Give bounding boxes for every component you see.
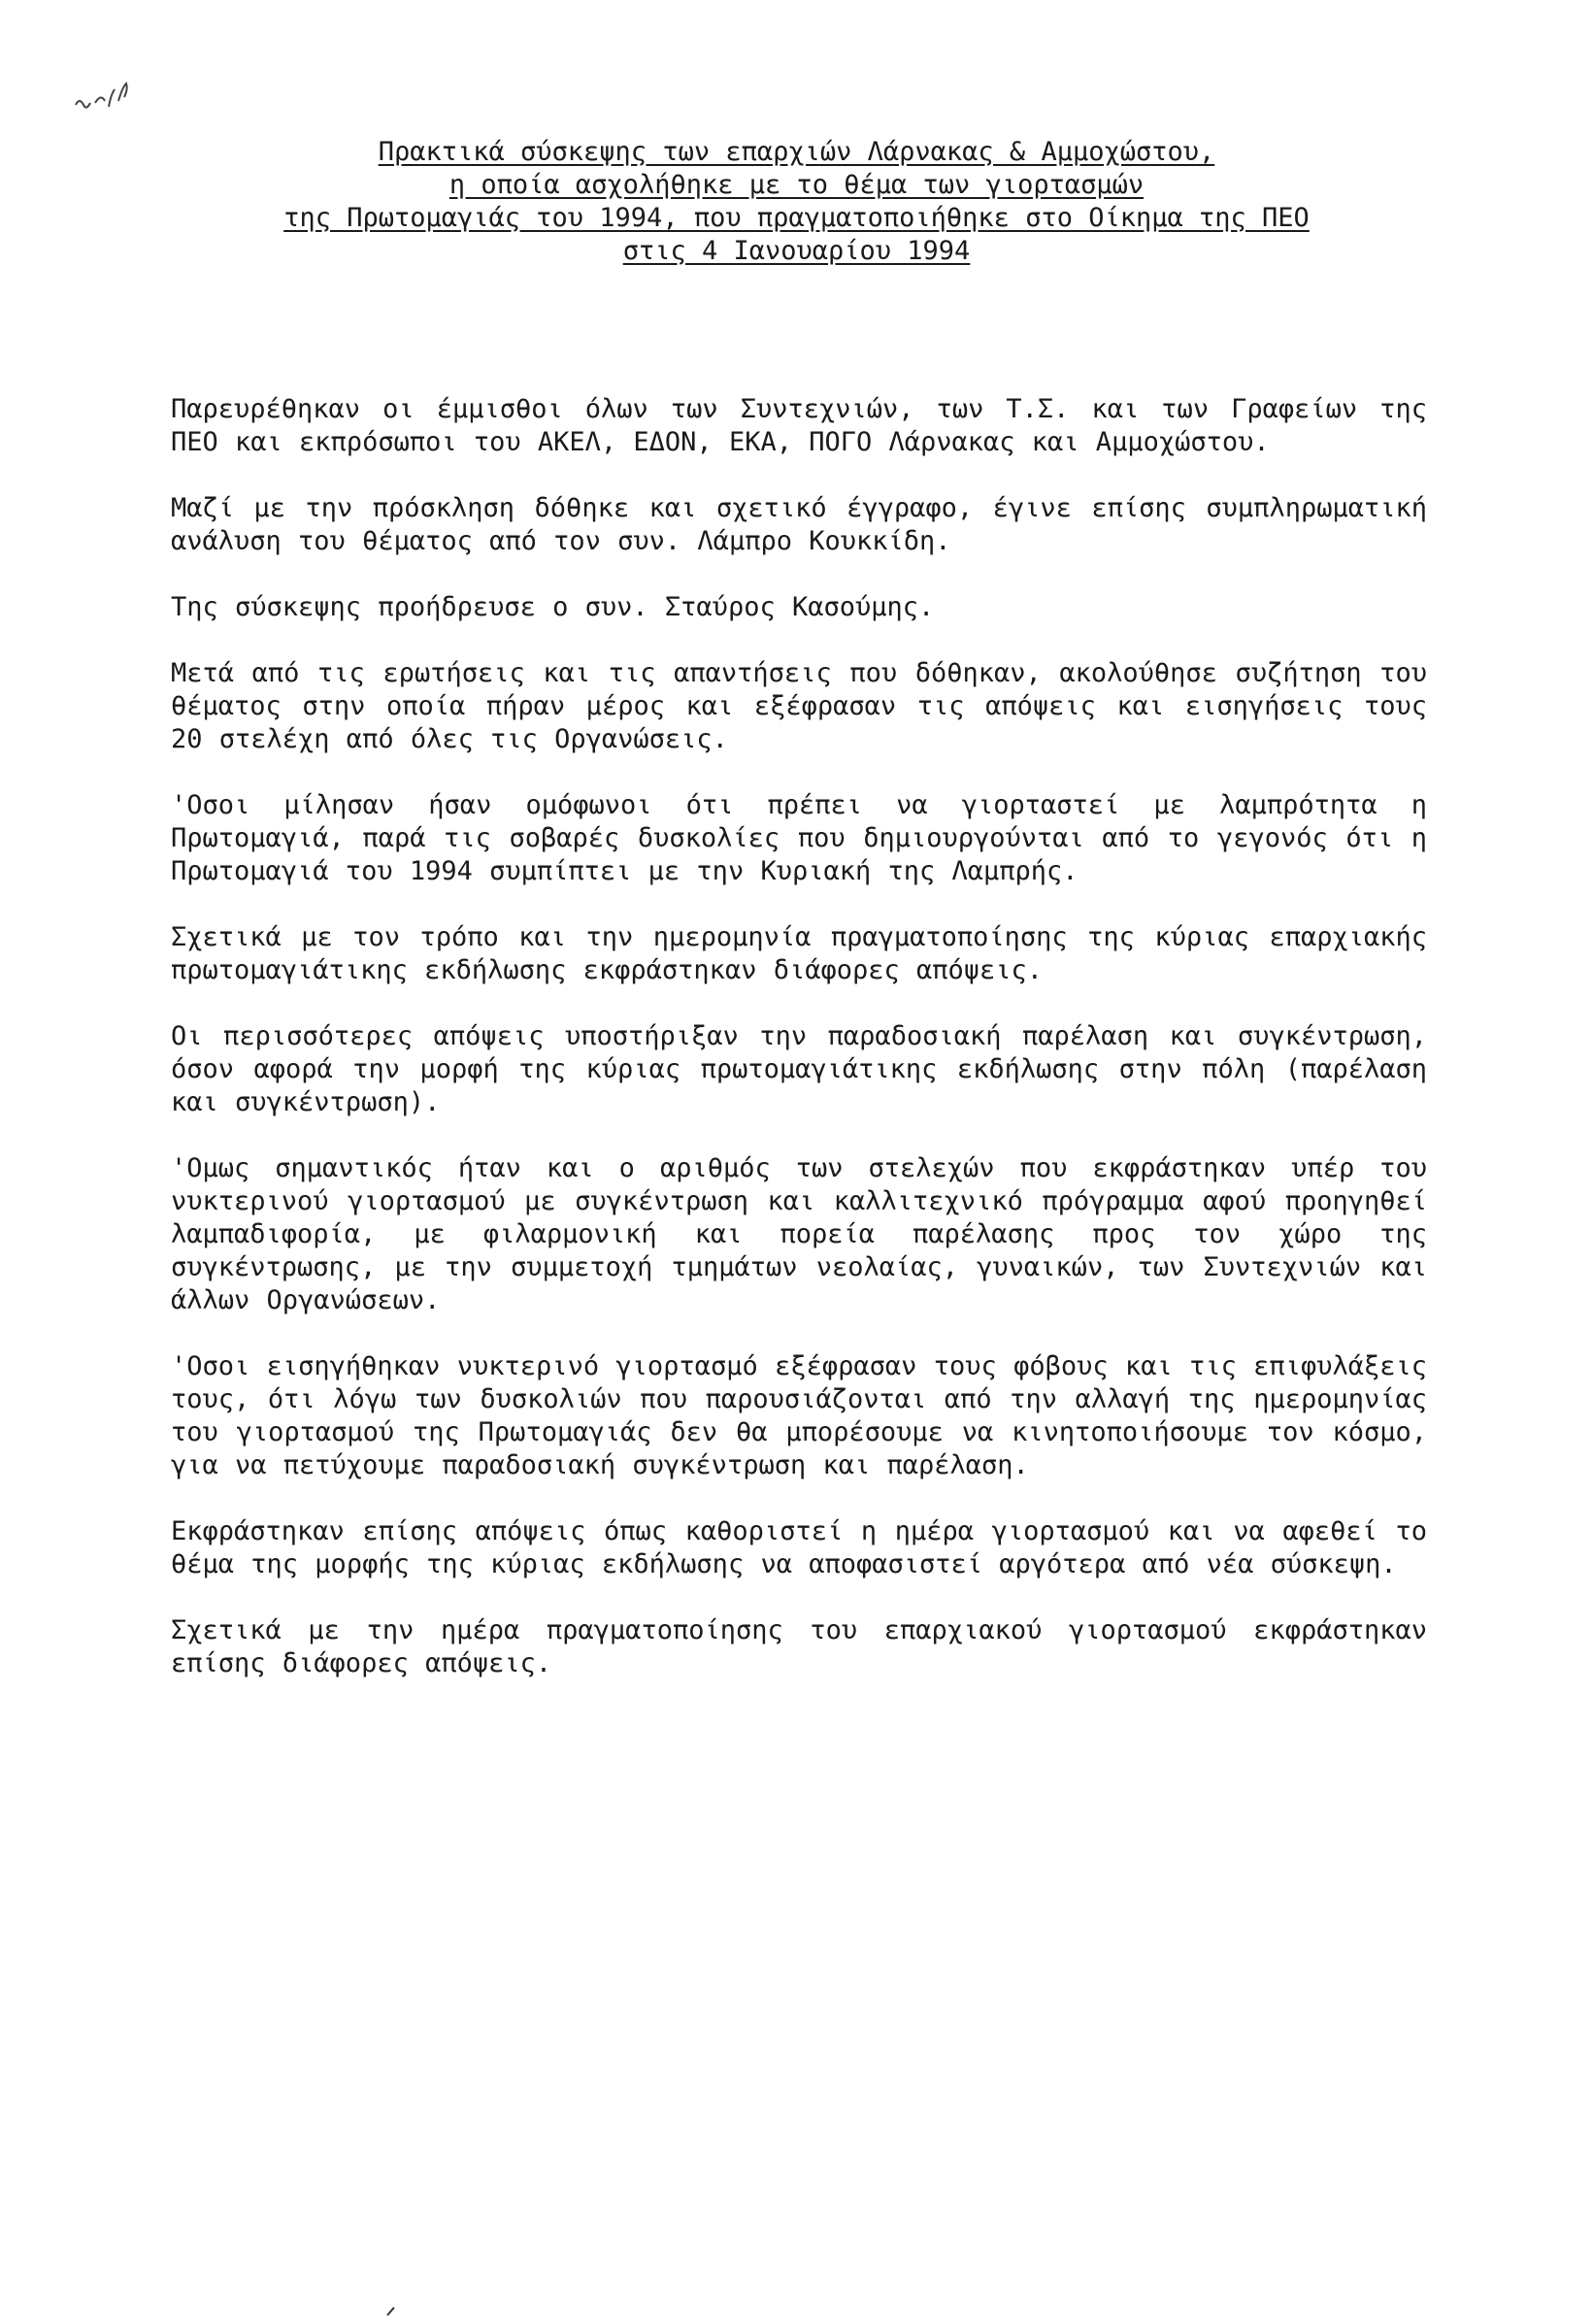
pen-mark-icon bbox=[384, 2305, 398, 2318]
document-body bbox=[171, 393, 1427, 1713]
handwritten-mark-icon bbox=[70, 80, 138, 118]
paragraph-attendees: Παρευρέθηκαν οι έμμισθοι όλων των Συντεχνιών, των Τ.Σ. και των Γραφείων της ΠΕΟ και εκπρόσωποι του ΑΚΕΛ, ΕΔΟΝ, ΕΚΑ, ΠΟΓΟ Λάρνακας και Αμμοχώστου. bbox=[171, 394, 1427, 457]
paragraph-later-meeting: Εκφράστηκαν επίσης απόψεις όπως καθοριστεί η ημέρα γιορτασμού και να αφεθεί το θέμα της μορφής της κύριας εκδήλωσης να αποφασιστεί αργότερα από νέα σύσκεψη. bbox=[171, 1516, 1427, 1579]
paragraph-date-views: Σχετικά με τον τρόπο και την ημερομηνία πραγματοποίησης της κύριας επαρχιακής πρωτομαγιάτικης εκδήλωσης εκφράστηκαν διάφορες απόψεις. bbox=[171, 922, 1427, 985]
paragraph-invitation: Μαζί με την πρόσκληση δόθηκε και σχετικό έγγραφο, έγινε επίσης συμπληρωματική ανάλυση του θέματος από τον συν. Λάμπρο Κουκκίδη. bbox=[171, 493, 1427, 556]
paragraph-day-views: Σχετικά με την ημέρα πραγματοποίησης του επαρχιακού γιορτασμού εκφράστηκαν επίσης διάφορες απόψεις. bbox=[171, 1615, 1427, 1678]
paragraph-traditional: Οι περισσότερες απόψεις υποστήριξαν την παραδοσιακή παρέλαση και συγκέντρωση, όσον αφορά την μορφή της κύριας πρωτομαγιάτικης εκδήλωσης στην πόλη (παρέλαση και συγκέντρωση). bbox=[171, 1021, 1427, 1117]
title-line-2: η οποία ασχολήθηκε με το θέμα των γιορτασμών bbox=[448, 170, 1145, 200]
document-title bbox=[146, 136, 1447, 268]
title-line-4: στις 4 Ιανουαρίου 1994 bbox=[622, 236, 971, 266]
paragraph-concerns: 'Οσοι εισηγήθηκαν νυκτερινό γιορτασμό εξέφρασαν τους φόβους και τις επιφυλάξεις τους, ότι λόγω των δυσκολιών που παρουσιάζονται από την αλλαγή της ημερομηνίας του γιορτασμού της Πρωτομαγιάς δεν θα μπορέσουμε να κινητοποιήσουμε τον κόσμο, για να πετύχουμε παραδοσιακή συγκέντρωση και παρέλαση. bbox=[171, 1351, 1427, 1480]
paragraph-night-event: 'Ομως σημαντικός ήταν και ο αριθμός των στελεχών που εκφράστηκαν υπέρ του νυκτερινού γιορτασμού με συγκέντρωση και καλλιτεχνικό πρόγραμμα αφού προηγηθεί λαμπαδιφορία, με φιλαρμονική και πορεία παρέλασης προς τον χώρο της συγκέντρωσης, με την συμμετοχή τμημάτων νεολαίας, γυναικών, των Συντεχνιών και άλλων Οργανώσεων. bbox=[171, 1153, 1427, 1315]
paragraph-chair: Της σύσκεψης προήδρευσε ο συν. Σταύρος Κασούμης. bbox=[171, 592, 935, 622]
paragraph-unanimous: 'Οσοι μίλησαν ήσαν ομόφωνοι ότι πρέπει να γιορταστεί με λαμπρότητα η Πρωτομαγιά, παρά τις σοβαρές δυσκολίες που δημιουργούνται από το γεγονός ότι η Πρωτομαγιά του 1994 συμπίπτει με την Κυριακή της Λαμπρής. bbox=[171, 790, 1427, 886]
title-line-3: της Πρωτομαγιάς του 1994, που πραγματοποιήθηκε στο Οίκημα της ΠΕΟ bbox=[283, 203, 1310, 233]
title-line-1: Πρακτικά σύσκεψης των επαρχιών Λάρνακας & Αμμοχώστου, bbox=[378, 137, 1215, 167]
paragraph-discussion: Μετά από τις ερωτήσεις και τις απαντήσεις που δόθηκαν, ακολούθησε συζήτηση του θέματος στην οποία πήραν μέρος και εξέφρασαν τις απόψεις και εισηγήσεις τους 20 στελέχη από όλες τις Οργανώσεις. bbox=[171, 658, 1427, 754]
